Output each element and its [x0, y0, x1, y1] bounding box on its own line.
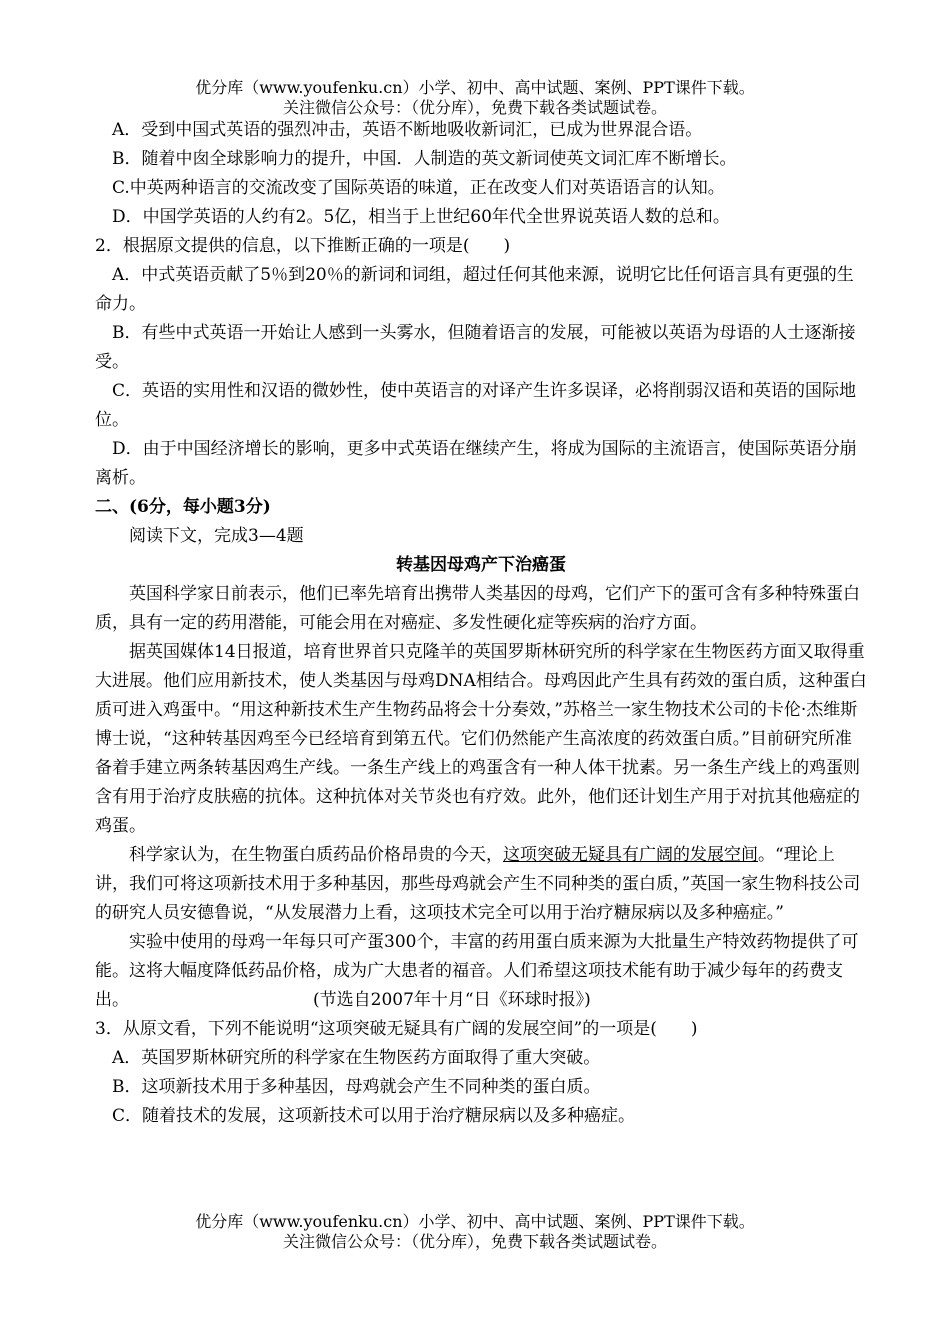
article-paragraph-1: 英国科学家日前表示，他们已率先培育出携带人类基因的母鸡，它们产下的蛋可含有多种特殊蛋白质，具有一定的药用潜能，可能会用在对癌症、多发性硬化症等疾病的治疗方面。	[95, 584, 860, 633]
q2-option-b: B．有些中式英语一开始让人感到一头雾水，但随着语言的发展，可能被以英语为母语的人士逐渐接受。	[95, 323, 856, 372]
section-2-instruction: 阅读下文，完成3—4题	[129, 526, 304, 546]
paragraph-4-text: 实验中使用的母鸡一年每只可产蛋300个，丰富的药用蛋白质来源为大批量生产特效药物提供了可能。这将大幅度降低药品价格，成为广大患者的福音。人们希望这项技术能有助于减少每年的药费支出。	[95, 932, 859, 1010]
header-line-2: 关注微信公众号：（优分库），免费下载各类试题试卷。	[282, 98, 667, 117]
q2-stem: 2．根据原文提供的信息，以下推断正确的一项是( )	[95, 236, 511, 256]
paragraph-3-lead: 科学家认为，在生物蛋白质药品价格昂贵的今天，	[129, 845, 503, 865]
q3-option-b: B．这项新技术用于多种基因，母鸡就会产生不同种类的蛋白质。	[112, 1077, 601, 1097]
article-source: (节选自2007年十月“日《环球时报》)	[313, 990, 591, 1010]
q3-option-c: C．随着技术的发展，这项新技术可以用于治疗糖尿病以及多种癌症。	[112, 1106, 636, 1126]
q1-option-b: B．随着中囱全球影响力的提升，中国．人制造的英文新词使英文词汇库不断增长。	[112, 149, 737, 169]
document-content	[95, 116, 867, 1131]
q1-option-c: C.中英两种语言的交流改变了国际英语的味道，正在改变人们对英语语言的认知。	[112, 178, 725, 198]
paragraph-3-rest: 。“理论上讲，我们可将这项新技术用于多种基因，那些母鸡就会产生不同种类的蛋白质，”英国一家生物科技公司的研究人员安德鲁说，“从发展潜力上看，这项技术完全可以用于治疗糖尿病以及多种癌症。”	[95, 845, 861, 923]
header-line-1: 优分库（www.youfenku.cn）小学、初中、高中试题、案例、PPT课件下载。	[195, 78, 755, 97]
q2-option-c: C．英语的实用性和汉语的微妙性，使中英语言的对译产生许多误译，必将削弱汉语和英语的国际地位。	[95, 381, 857, 430]
article-paragraph-3	[95, 841, 867, 928]
underlined-phrase: 这项突破无疑具有广阔的发展空间	[503, 845, 758, 865]
article-paragraph-4	[95, 928, 867, 1015]
q3-stem: 3．从原文看，下列不能说明“这项突破无疑具有广阔的发展空间”的一项是( )	[95, 1019, 698, 1039]
footer-line-1: 优分库（www.youfenku.cn）小学、初中、高中试题、案例、PPT课件下载。	[195, 1212, 755, 1231]
footer-line-2: 关注微信公众号：（优分库），免费下载各类试题试卷。	[282, 1232, 667, 1251]
q2-option-a: A．中式英语贡献了5％到20％的新词和词组，超过任何其他来源，说明它比任何语言具有更强的生命力。	[95, 265, 854, 314]
q1-option-d: D．中国学英语的人约有2。5亿，相当于上世纪60年代全世界说英语人数的总和。	[112, 207, 730, 227]
section-2-heading: 二、(6分，每小题3分)	[95, 497, 271, 517]
q2-option-d: D．由于中国经济增长的影响，更多中式英语在继续产生，将成为国际的主流语言，使国际英语分崩离析。	[95, 439, 857, 488]
article-paragraph-2: 据英国媒体14日报道，培育世界首只克隆羊的英国罗斯林研究所的科学家在生物医药方面又取得重大进展。他们应用新技术，使人类基因与母鸡DNA相结合。母鸡因此产生具有药效的蛋白质，这种蛋白质可进入鸡蛋中。“用这种新技术生产生物药品将会十分奏效，”苏格兰一家生物技术公司的卡伦·杰维斯博士说，“这种转基因鸡至今已经培育到第五代。它们仍然能产生高浓度的药效蛋白质。”目前研究所准备着手建立两条转基因鸡生产线。一条生产线上的鸡蛋含有一种人体干扰素。另一条生产线上的鸡蛋则含有用于治疗皮肤癌的抗体。这种抗体对关节炎也有疗效。此外，他们还计划生产用于对抗其他癌症的鸡蛋。	[95, 642, 867, 836]
q3-option-a: A．英国罗斯林研究所的科学家在生物医药方面取得了重大突破。	[112, 1048, 601, 1068]
q1-option-a: A．受到中国式英语的强烈冲击，英语不断地吸收新词汇，已成为世界混合语。	[112, 120, 703, 140]
article-title: 转基因母鸡产下治癌蛋	[396, 555, 566, 575]
